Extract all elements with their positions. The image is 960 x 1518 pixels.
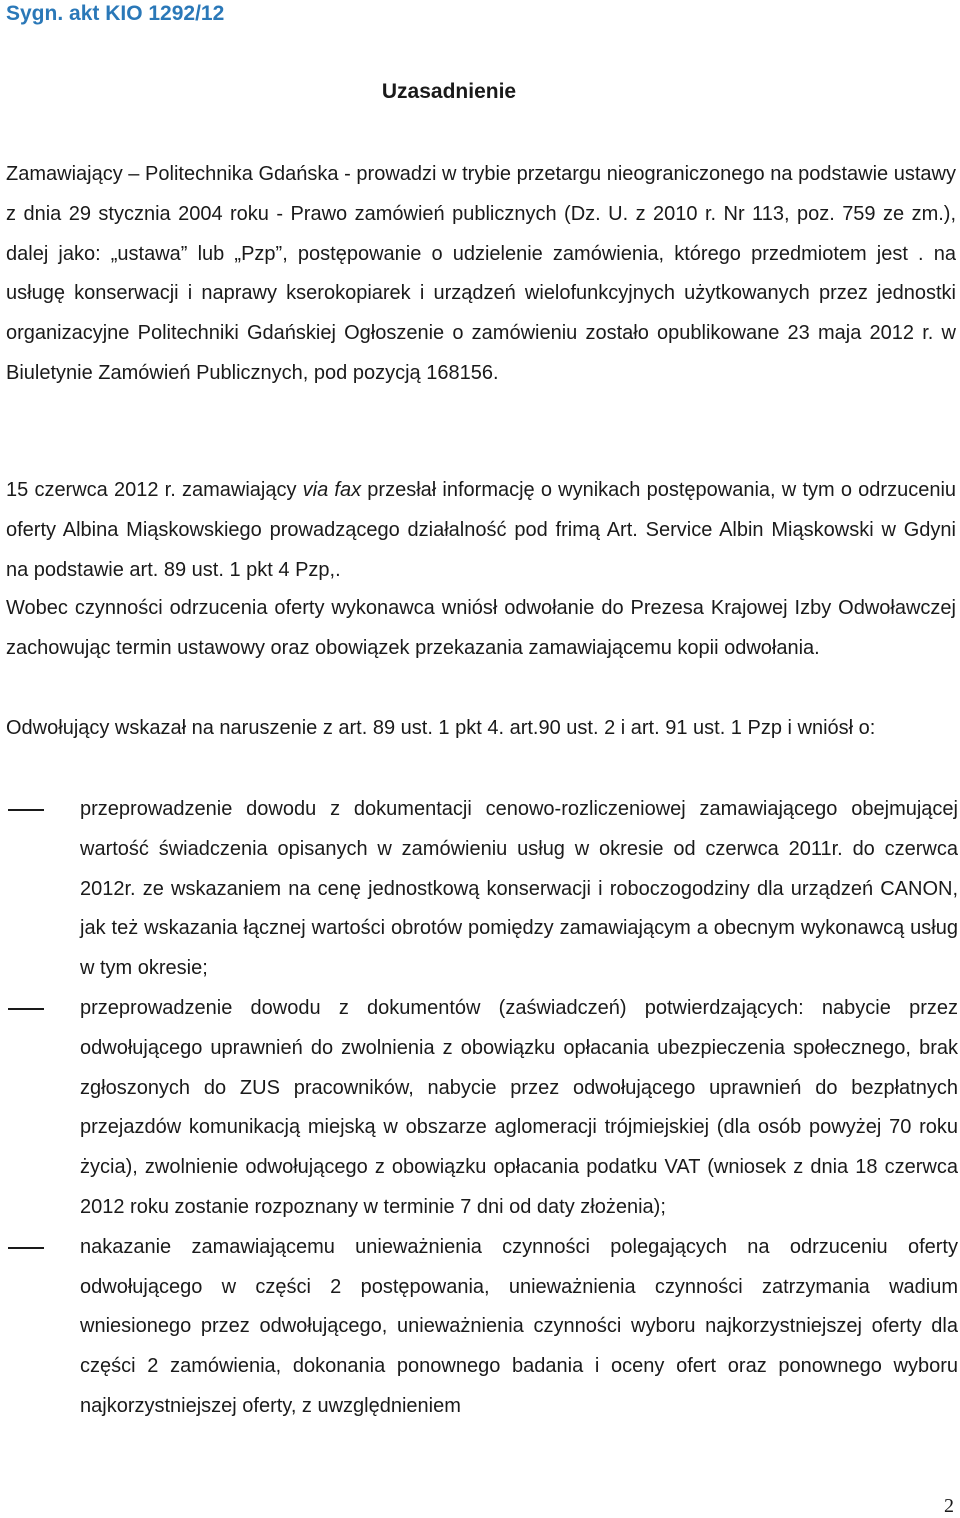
list-item: [6, 989, 958, 1228]
document-title: [0, 80, 898, 104]
list-item-text: przeprowadzenie dowodu z dokumentów (zaświadczeń) potwierdzających: nabycie przez odwołującego uprawnień do zwolnienia z obowiązku opłacania ubezpieczenia społecznego, brak zgłoszonych do ZUS pracowników, nabycie przez odwołującego uprawnień do bezpłatnych przejazdów komunikacją miejską w obszarze aglomeracji trójmiejskiej (dla osób powyżej 70 roku życia), zwolnienie odwołującego z obowiązku opłacania podatku VAT (wniosek z dnia 18 czerwca 2012 roku zostanie rozpoznany w terminie 7 dni od daty złożenia);: [80, 996, 958, 1218]
fax-text-before: 15 czerwca 2012 r. zamawiający: [6, 479, 303, 501]
list-item: [6, 790, 958, 989]
dash-bullet: [8, 1247, 44, 1249]
list-item-text: nakazanie zamawiającemu unieważnienia czynności polegających na odrzuceniu oferty odwołującego w części 2 postępowania, unieważnienia czynności zatrzymania wadium wniesionego przez odwołującego, unieważnienia czynności wyboru najkorzystniejszej oferty dla części 2 zamówienia, dokonania ponownego badania i oceny ofert oraz ponownego wyboru najkorzystniejszej oferty, z uwzględnieniem: [80, 1235, 958, 1417]
dash-bullet: [8, 1008, 44, 1010]
intro-paragraph: Zamawiający – Politechnika Gdańska - prowadzi w trybie przetargu nieograniczonego na podstawie ustawy z dnia 29 stycznia 2004 roku - Prawo zamówień publicznych (Dz. U. z 2010 r. Nr 113, poz. 759 ze zm.), dalej jako: „ustawa” lub „Pzp”, postępowanie o udzielenie zamówienia, którego przedmiotem jest . na usługę konserwacji i naprawy kserokopiarek i urządzeń wielofunkcyjnych użytkowanych przez jednostki organizacyjne Politechniki Gdańskiej Ogłoszenie o zamówieniu zostało opublikowane 23 maja 2012 r. w Biuletynie Zamówień Publicznych, pod pozycją 168156.: [6, 163, 956, 384]
list-item-text: przeprowadzenie dowodu z dokumentacji cenowo-rozliczeniowej zamawiającego obejmującej wartość świadczenia opisanych w zamówieniu usług w okresie od czerwca 2011r. do czerwca 2012r. ze wskazaniem na cenę jednostkową konserwacji i roboczogodziny dla urządzeń CANON, jak też wskazania łącznej wartości obrotów pomiędzy zamawiającym a obecnym wykonawcą usług w tym okresie;: [80, 798, 958, 980]
fax-text-after: przesłał informację o wynikach postępowania, w tym o odrzuceniu oferty Albina Miąskowskiego prowadzącego działalność pod frimą Art. Service Albin Miąskowski w Gdyni na podstawie art. 89 ust. 1 pkt 4 Pzp,.: [6, 479, 957, 581]
appeal-paragraph: Wobec czynności odrzucenia oferty wykonawca wniósł odwołanie do Prezesa Krajowej Izby Odwoławczej zachowując termin ustawowy oraz obowiązek przekazania zamawiającemu kopii odwołania.: [6, 597, 956, 659]
list-item: [6, 1228, 958, 1427]
claims-intro-paragraph: Odwołujący wskazał na naruszenie z art. 89 ust. 1 pkt 4. art.90 ust. 2 i art. 91 ust. 1 Pzp i wniósł o:: [6, 717, 876, 739]
document-title-text: Uzasadnienie: [381, 80, 517, 103]
page-number: 2: [944, 1495, 954, 1517]
dash-bullet: [8, 809, 44, 811]
fax-paragraph: [6, 471, 956, 590]
claims-list: [6, 790, 958, 1427]
case-reference: Sygn. akt KIO 1292/12: [6, 2, 225, 25]
fax-text-italic: via fax: [302, 479, 362, 501]
